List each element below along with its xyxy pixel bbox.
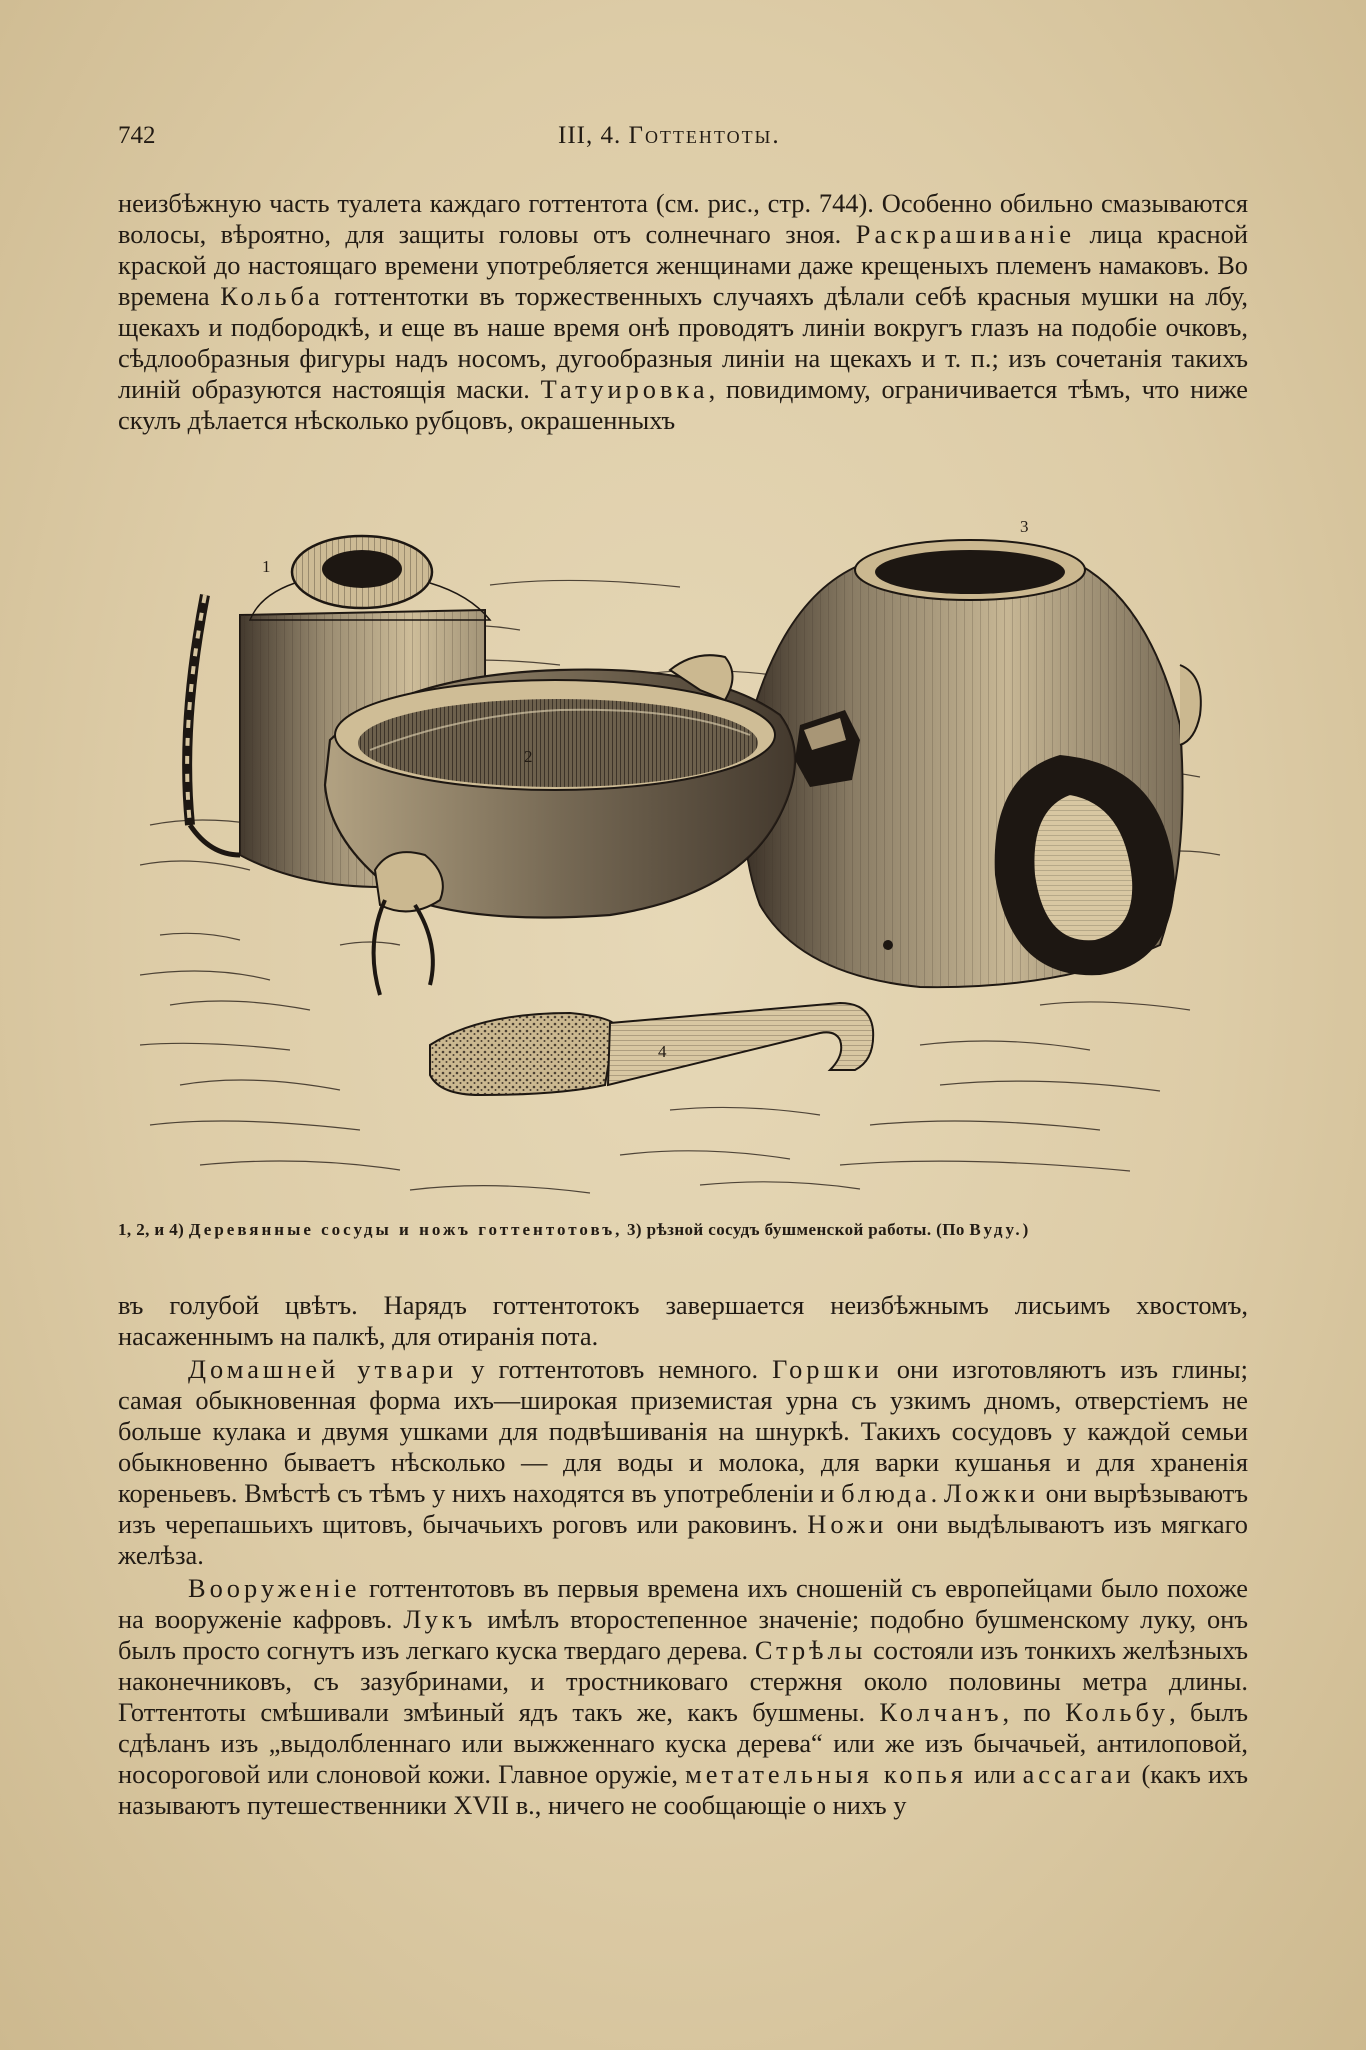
text-run: , по [1002,1697,1066,1727]
figure-label-3: 3 [1020,517,1029,536]
spaced-term: Кольбу [1065,1697,1170,1727]
spaced-term: Горшки [772,1354,883,1384]
text-run: у готтентотовъ немного. [457,1354,773,1384]
text-block-bottom [118,1290,1248,1821]
text-run: имѣлъ второстепенное значеніе; подобно бушменскому луку, онъ былъ просто согнутъ изъ легкаго куска твердаго дерева. [118,1604,1249,1665]
spaced-term: Кольба [220,281,324,311]
figure-label-4: 4 [658,1042,667,1061]
text-run: , повидимому, ограничивается тѣмъ, что ниже скулъ дѣлается нѣсколько рубцовъ, окрашенныхъ [118,374,1248,435]
paragraph [118,1354,1248,1571]
spaced-term: ассагаи [1022,1759,1135,1789]
figure-caption [118,1220,1253,1240]
text-run: . [930,1478,944,1508]
spaced-term: Лукъ [403,1604,477,1634]
text-run: они изготовляютъ изъ глины; самая обыкновенная форма ихъ—широкая приземистая урна съ узкимъ дномъ, отверстіемъ не больше кулака и двумя ушками для подвѣшиванія на шнуркѣ. Такихъ сосудовъ у каждой семьи обыкновенно бываетъ нѣсколько — для воды и молока, для варки кушанья и для храненія кореньевъ. Вмѣстѣ съ тѣмъ у нихъ находятся въ употребленіи и [118,1354,1248,1508]
spaced-term: Вооруженіе [188,1573,361,1603]
caption-text: ) [1022,1220,1029,1239]
page-header [118,122,1248,158]
text-run: они выдѣлываютъ изъ мягкаго желѣза. [118,1509,1248,1570]
spaced-term: Раскрашиваніе [855,219,1076,249]
spaced-term: Домашней утвари [188,1354,458,1384]
caption-text: 3) рѣзной сосудъ бушменской работы. (По [627,1220,965,1239]
paragraph [118,188,1248,436]
text-run: состояли изъ тонкихъ желѣзныхъ наконечниковъ, съ зазубринами, и тростниковаго стержня около половины метра длины. Готтентоты смѣшивали змѣиный ядъ такъ же, какъ бушмены. [118,1635,1248,1727]
page-number: 742 [118,122,156,149]
paragraph [118,1573,1248,1821]
text-run: они вырѣзываютъ изъ черепашьихъ щитовъ, бычачьихъ роговъ или раковинъ. [118,1478,1248,1539]
text-run: лица красной краской до настоящаго времени употребляется женщинами даже крещеныхъ племенъ намаковъ. Во времена [118,219,1249,311]
text-run: или [966,1759,1023,1789]
caption-numbers: 1, 2, и 4) [118,1220,185,1239]
spaced-term: Ложки [943,1478,1039,1508]
text-run: готтентотки въ торжественныхъ случаяхъ дѣлали себѣ красныя мушки на лбу, щекахъ и подбородкѣ, и еще въ наше время онѣ проводятъ линіи вокругъ глазъ на подобіе очковъ, сѣдлообразныя фигуры надъ носомъ, дугообразныя линіи на щекахъ и т. п.; изъ сочетанія такихъ линій образуются настоящія маски. [118,281,1248,404]
item-4-knife [430,1003,873,1095]
spaced-term: Ножи [807,1509,888,1539]
engraving-illustration [140,525,1240,1205]
paragraph: въ голубой цвѣтъ. Нарядъ готтентотокъ завершается неизбѣжнымъ лисьимъ хвостомъ, насаженнымъ на палкѣ, для отиранія пота. [118,1290,1248,1351]
text-run: , былъ сдѣланъ изъ „выдолбленнаго или выжженнаго куска дерева“ или же изъ бычачьей, антилоповой, носороговой или слоновой кожи. Главное оружіе, [118,1697,1249,1789]
spaced-term: Колчанъ [879,1697,1003,1727]
spaced-term: блюда [841,1478,931,1508]
vessel-3-carved-pot [744,540,1201,987]
caption-author: Вуду. [969,1220,1023,1239]
text-run: неизбѣжную часть туалета каждаго готтентота (см. рис., стр. 744). Особенно обильно смазываются волосы, вѣроятно, для защиты головы отъ солнечнаго зноя. [118,188,1248,249]
section-number: III, 4. [558,122,622,149]
text-run: (какъ ихъ называютъ путешественники XVII в., ничего не сообщающіе о нихъ у [118,1759,1248,1820]
engraving-figure [140,517,1240,1205]
text-block-top [118,188,1248,436]
caption-text: Деревянные сосуды и ножъ готтентотовъ, [188,1220,623,1239]
figure-label-1: 1 [262,557,271,576]
running-head [558,122,781,150]
spaced-term: метательныя копья [685,1759,967,1789]
spaced-term: Стрѣлы [754,1635,867,1665]
chapter-title: Готтентоты. [628,122,781,149]
spaced-term: Татуировка [540,374,709,404]
figure-label-2: 2 [524,747,533,766]
text-run: готтентотовъ въ первыя времена ихъ сношеній съ европейцами было похоже на вооруженіе кафровъ. [118,1573,1248,1634]
